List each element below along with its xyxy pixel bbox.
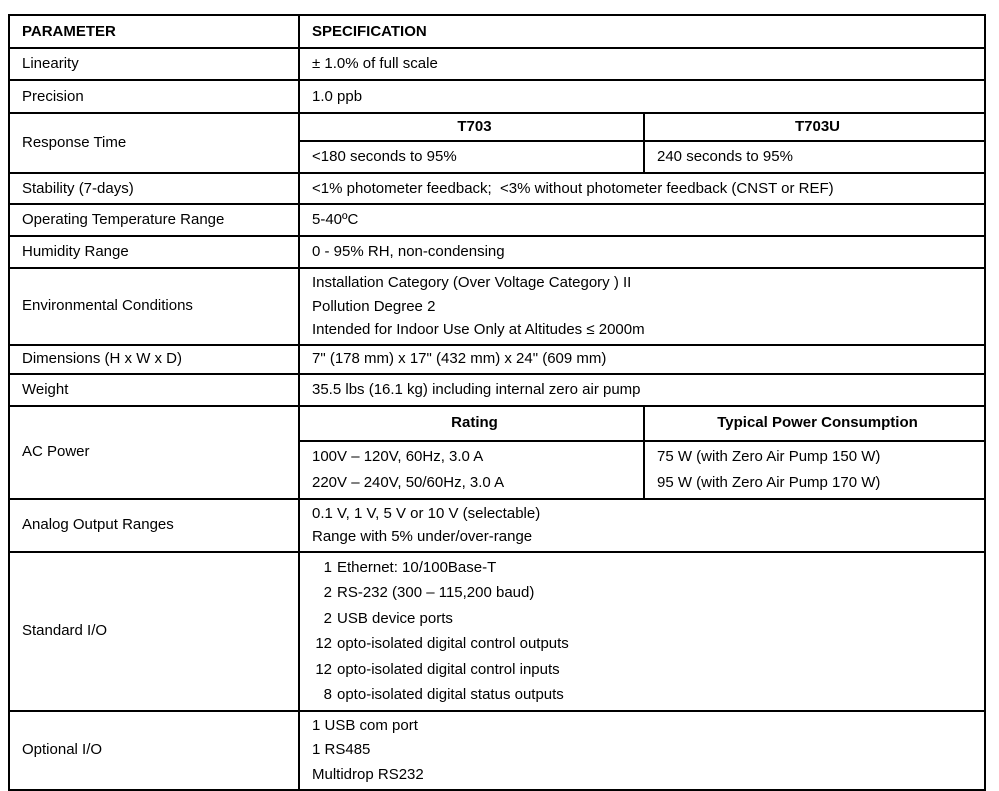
ac-power-consumption-header: Typical Power Consumption <box>644 406 985 441</box>
io-text: opto-isolated digital control inputs <box>337 660 560 678</box>
io-text: opto-isolated digital control outputs <box>337 635 569 652</box>
response-time-t703u-header: T703U <box>644 113 985 141</box>
table-header-row <box>9 15 985 48</box>
io-qty: 2 <box>323 584 332 601</box>
table-row <box>9 48 985 80</box>
response-time-t703-header: T703 <box>299 113 644 141</box>
optional-io-label: Optional I/O <box>9 711 299 791</box>
ac-power-consumption-value <box>644 441 985 499</box>
response-time-label: Response Time <box>9 113 299 173</box>
environmental-conditions-value <box>299 268 985 345</box>
specification-table <box>8 14 986 791</box>
standard-io-item <box>312 580 978 606</box>
io-qty: 12 <box>315 660 332 678</box>
operating-temperature-value: 5-40ºC <box>299 204 985 236</box>
analog-output-line: 0.1 V, 1 V, 5 V or 10 V (selectable) <box>312 504 541 522</box>
optional-io-line: 1 RS485 <box>312 741 371 758</box>
table-row <box>9 173 985 204</box>
standard-io-label: Standard I/O <box>9 552 299 711</box>
io-text: USB device ports <box>337 609 453 627</box>
optional-io-line: 1 USB com port <box>312 716 418 734</box>
environmental-line: Intended for Indoor Use Only at Altitudes ≤ 2000m <box>312 321 645 338</box>
analog-output-line: Range with 5% under/over-range <box>312 528 533 545</box>
standard-io-item <box>312 657 978 683</box>
ac-power-rating-line: 220V – 240V, 50/60Hz, 3.0 A <box>312 473 505 491</box>
table-row <box>9 113 985 141</box>
table-row <box>9 236 985 268</box>
weight-label: Weight <box>9 374 299 406</box>
table-row <box>9 204 985 236</box>
table-row <box>9 711 985 791</box>
table-row <box>9 345 985 374</box>
environmental-line: Pollution Degree 2 <box>312 297 436 315</box>
io-text: Ethernet: 10/100Base-T <box>337 558 497 576</box>
analog-output-value <box>299 499 985 552</box>
ac-power-label: AC Power <box>9 406 299 499</box>
table-row <box>9 552 985 711</box>
operating-temperature-label: Operating Temperature Range <box>9 204 299 236</box>
linearity-label: Linearity <box>9 48 299 80</box>
optional-io-line: Multidrop RS232 <box>312 765 424 783</box>
ac-power-consumption-line: 75 W (with Zero Air Pump 150 W) <box>657 447 881 465</box>
io-qty: 8 <box>323 686 332 703</box>
standard-io-value <box>299 552 985 711</box>
humidity-range-label: Humidity Range <box>9 236 299 268</box>
standard-io-item <box>312 682 978 708</box>
analog-output-label: Analog Output Ranges <box>9 499 299 552</box>
header-specification: SPECIFICATION <box>299 15 985 48</box>
standard-io-item <box>312 606 978 632</box>
table-row <box>9 374 985 406</box>
io-qty: 1 <box>323 558 332 576</box>
table-row <box>9 80 985 113</box>
linearity-value: ± 1.0% of full scale <box>299 48 985 80</box>
response-time-t703-value: <180 seconds to 95% <box>299 141 644 173</box>
stability-value: <1% photometer feedback; <3% without photometer feedback (CNST or REF) <box>299 173 985 204</box>
stability-label: Stability (7-days) <box>9 173 299 204</box>
io-text: RS-232 (300 – 115,200 baud) <box>337 584 535 601</box>
io-qty: 12 <box>315 635 332 652</box>
table-row <box>9 268 985 345</box>
precision-value: 1.0 ppb <box>299 80 985 113</box>
ac-power-consumption-line: 95 W (with Zero Air Pump 170 W) <box>657 473 881 491</box>
ac-power-rating-line: 100V – 120V, 60Hz, 3.0 A <box>312 447 484 465</box>
optional-io-value <box>299 711 985 791</box>
io-text: opto-isolated digital status outputs <box>337 686 564 703</box>
ac-power-rating-value <box>299 441 644 499</box>
humidity-range-value: 0 - 95% RH, non-condensing <box>299 236 985 268</box>
table-row <box>9 499 985 552</box>
environmental-line: Installation Category (Over Voltage Category ) II <box>312 274 632 291</box>
weight-value: 35.5 lbs (16.1 kg) including internal zero air pump <box>299 374 985 406</box>
dimensions-value: 7" (178 mm) x 17" (432 mm) x 24" (609 mm) <box>299 345 985 374</box>
precision-label: Precision <box>9 80 299 113</box>
ac-power-rating-header: Rating <box>299 406 644 441</box>
table-row <box>9 406 985 441</box>
standard-io-item <box>312 631 978 657</box>
io-qty: 2 <box>323 609 332 627</box>
header-parameter: PARAMETER <box>9 15 299 48</box>
standard-io-item <box>312 555 978 581</box>
response-time-t703u-value: 240 seconds to 95% <box>644 141 985 173</box>
dimensions-label: Dimensions (H x W x D) <box>9 345 299 374</box>
environmental-conditions-label: Environmental Conditions <box>9 268 299 345</box>
